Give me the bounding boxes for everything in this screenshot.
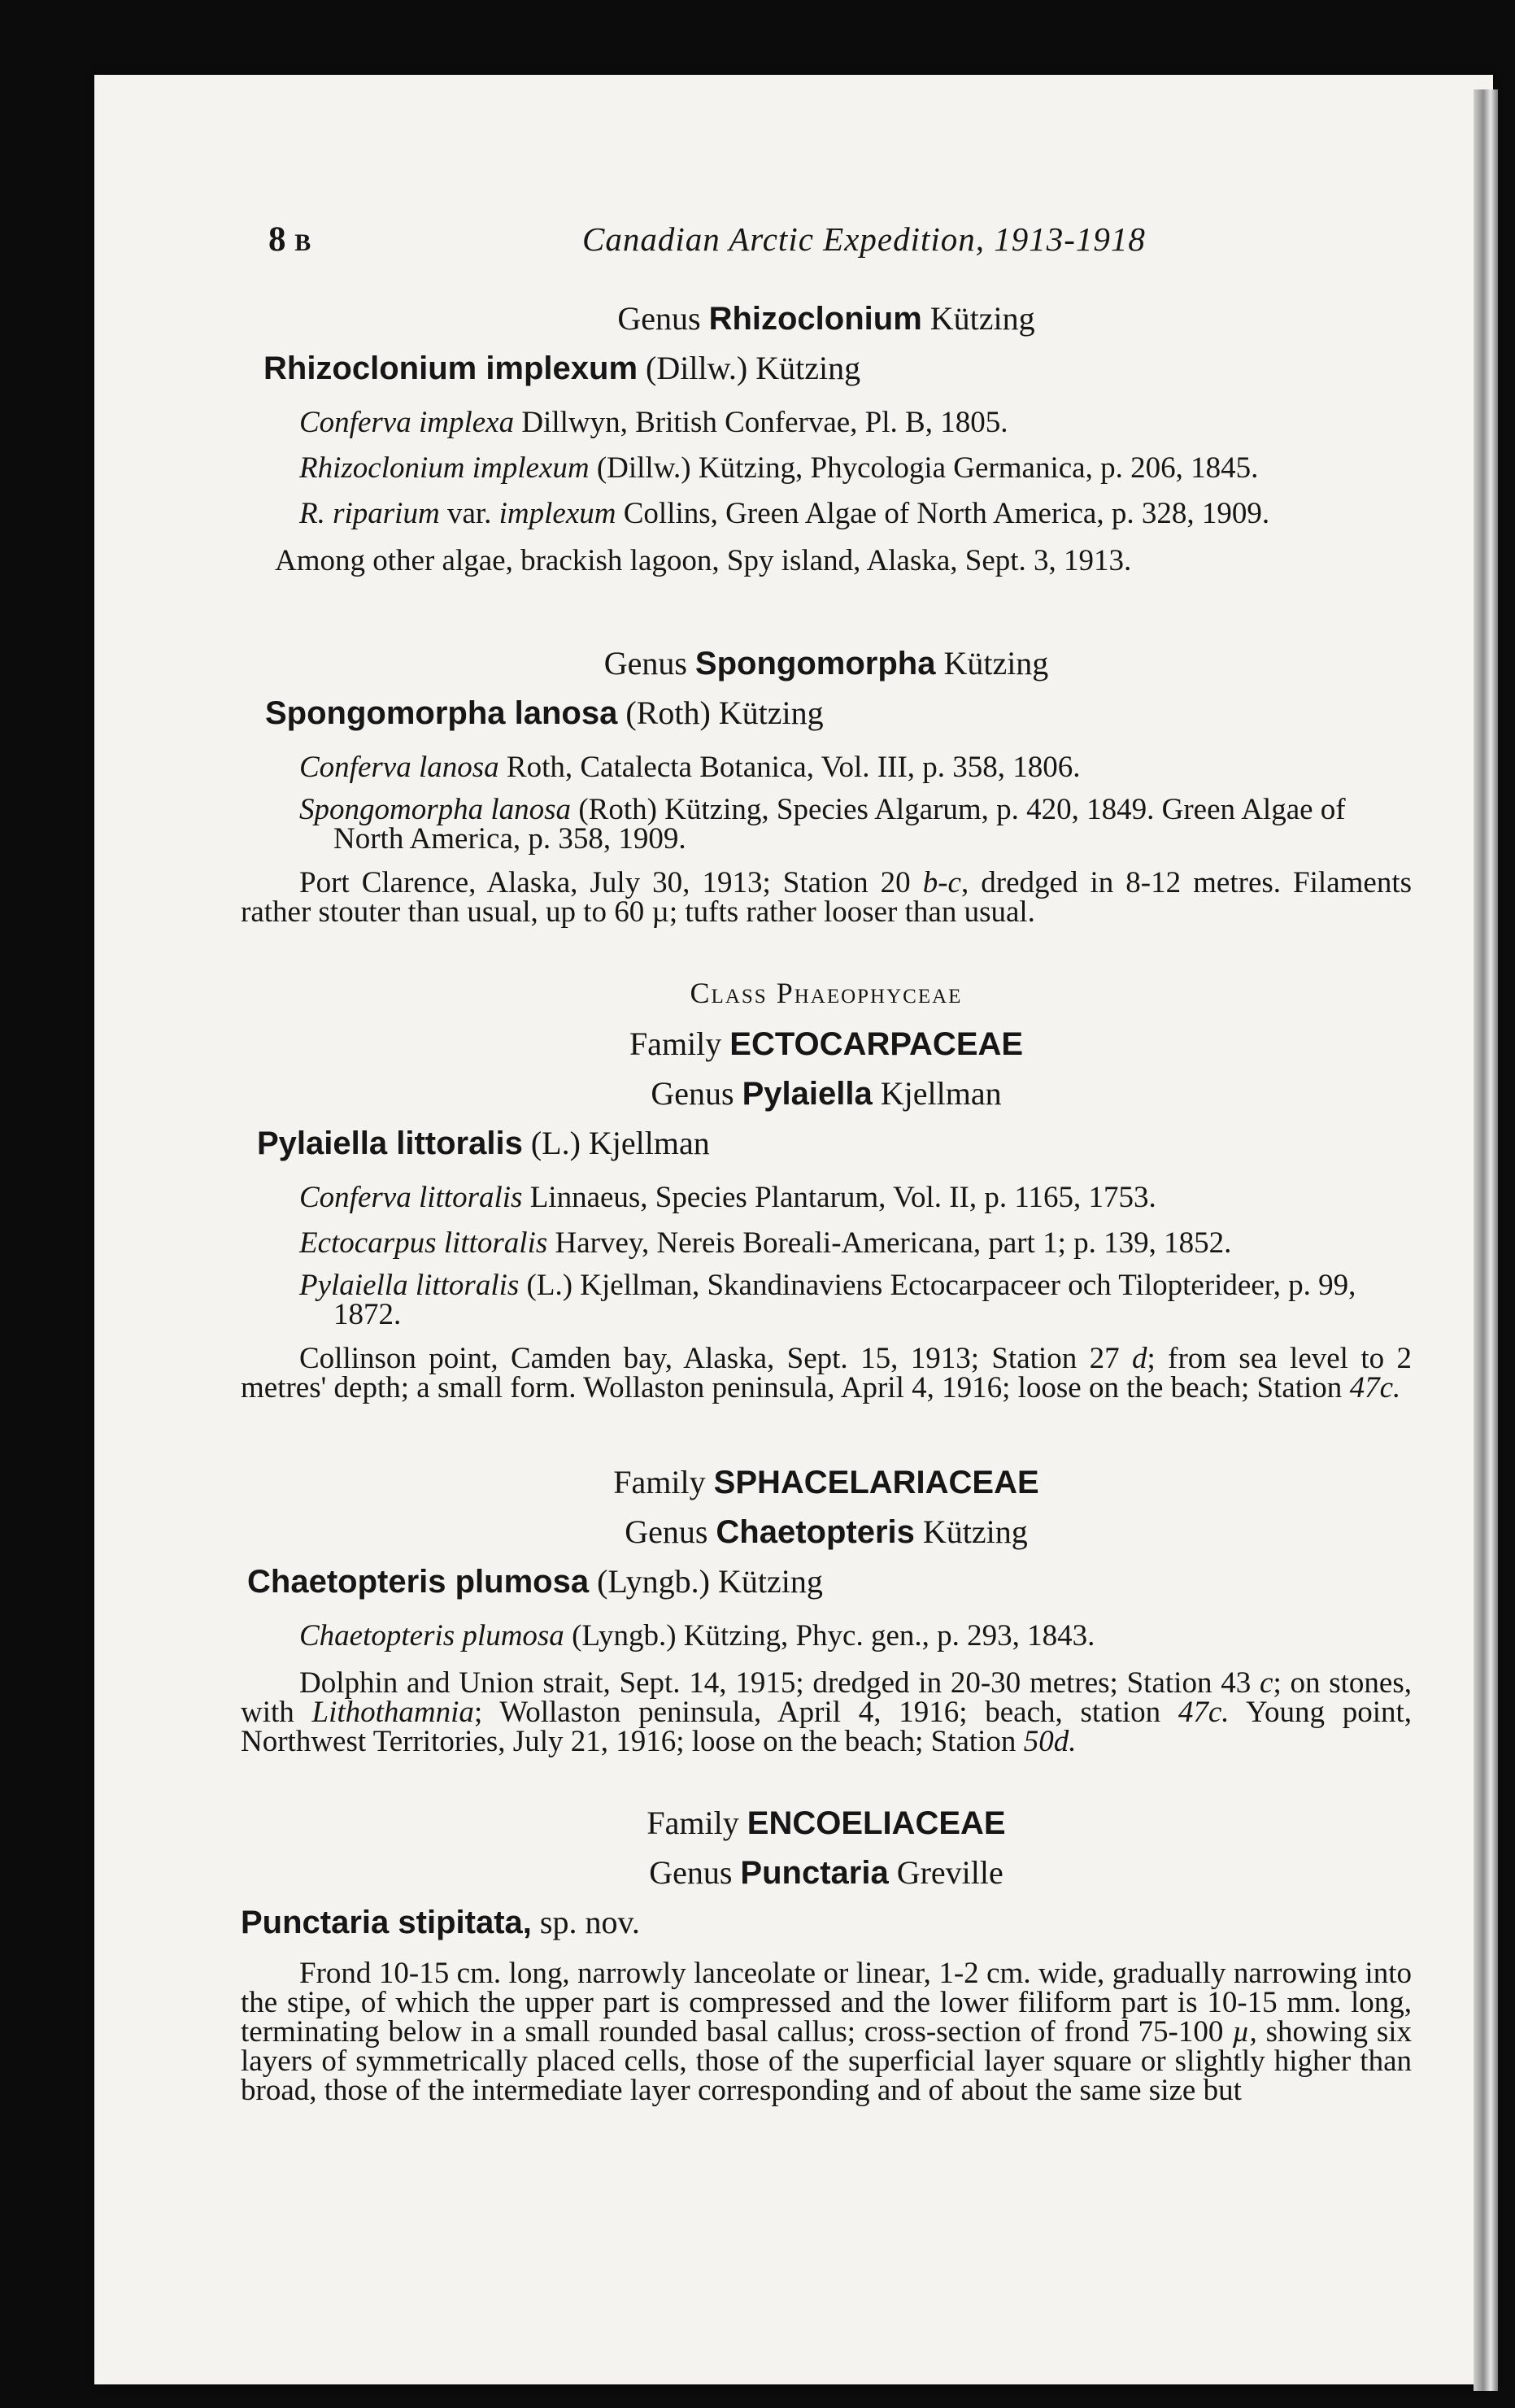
citation: Pylaiella littoralis (L.) Kjellman, Skandinaviens Ectocarpaceer och Tilopterideer, p. 99, 1872. (299, 1269, 1356, 1331)
page-content (241, 220, 1412, 2105)
collection-record: Dolphin and Union strait, Sept. 14, 1915; dredged in 20-30 metres; Station 43 c; on stones, with Lithothamnia; Wollaston peninsula, April 4, 1916; beach, station 47c. Young point, Northwest Territories, July 21, 1916; loose on the beach; Station 50d. (241, 1666, 1413, 1758)
species-heading: Punctaria stipitata, sp. nov. (241, 1904, 640, 1940)
collection-record: Collinson point, Camden bay, Alaska, Sept. 15, 1913; Station 27 d; from sea level to 2 metres' depth; a small form. Wollaston peninsula, April 4, 1916; loose on the beach; Station 47c. (241, 1342, 1412, 1404)
running-title: Canadian Arctic Expedition, 1913-1918 (582, 220, 1146, 258)
genus-heading: Genus Spongomorpha Kützing (603, 645, 1049, 681)
genus-heading: Genus Punctaria Greville (649, 1854, 1003, 1891)
citation: Conferva lanosa Roth, Catalecta Botanica, Vol. III, p. 358, 1806. (299, 751, 1081, 784)
citation: Conferva littoralis Linnaeus, Species Plantarum, Vol. II, p. 1165, 1753. (299, 1181, 1156, 1214)
page-header (241, 220, 1412, 277)
genus-heading: Genus Chaetopteris Kützing (625, 1513, 1028, 1550)
collection-record: Among other algae, brackish lagoon, Spy island, Alaska, Sept. 3, 1913. (275, 544, 1132, 577)
species-heading: Chaetopteris plumosa (Lyngb.) Kützing (247, 1563, 823, 1600)
class-heading: Class Phaeophyceae (690, 977, 963, 1009)
citation: Rhizoclonium implexum (Dillw.) Kützing, Phycologia Germanica, p. 206, 1845. (299, 451, 1259, 485)
species-description: Frond 10-15 cm. long, narrowly lanceolate or linear, 1-2 cm. wide, gradually narrowing into the stipe, of which the upper part is compressed and the lower filiform part is 10-15 mm. long, terminating below in a small rounded basal callus; cross-section of frond 75-100 µ, showing six layers of symmetrically placed cells, those of the superficial layer square or slightly higher than broad, those of the intermediate layer corresponding and of about the same size but (241, 1957, 1413, 2107)
species-heading: Rhizoclonium implexum (Dillw.) Kützing (263, 350, 861, 386)
species-heading: Pylaiella littoralis (L.) Kjellman (257, 1125, 710, 1161)
citation: R. riparium var. implexum Collins, Green Algae of North America, p. 328, 1909. (299, 497, 1270, 530)
family-heading: Family SPHACELARIACEAE (613, 1464, 1039, 1500)
citation: Ectocarpus littoralis Harvey, Nereis Boreali-Americana, part 1; p. 139, 1852. (299, 1226, 1232, 1260)
family-heading: Family ENCOELIACEAE (646, 1805, 1006, 1841)
family-heading: Family ECTOCARPACEAE (629, 1025, 1024, 1062)
page-edge (1474, 89, 1498, 2391)
page-number: 8 B (268, 220, 311, 259)
species-heading: Spongomorpha lanosa (Roth) Kützing (265, 695, 824, 731)
collection-record: Port Clarence, Alaska, July 30, 1913; Station 20 b-c, dredged in 8-12 metres. Filaments rather stouter than usual, up to 60 µ; tufts rather looser than usual. (241, 866, 1412, 929)
citation: Conferva implexa Dillwyn, British Confervae, Pl. B, 1805. (299, 406, 1008, 439)
citation: Chaetopteris plumosa (Lyngb.) Kützing, Phyc. gen., p. 293, 1843. (299, 1619, 1095, 1653)
genus-heading: Genus Rhizoclonium Kützing (617, 300, 1035, 337)
genus-heading: Genus Pylaiella Kjellman (651, 1075, 1002, 1112)
citation: Spongomorpha lanosa (Roth) Kützing, Species Algarum, p. 420, 1849. Green Algae of North America, p. 358, 1909. (299, 793, 1346, 856)
